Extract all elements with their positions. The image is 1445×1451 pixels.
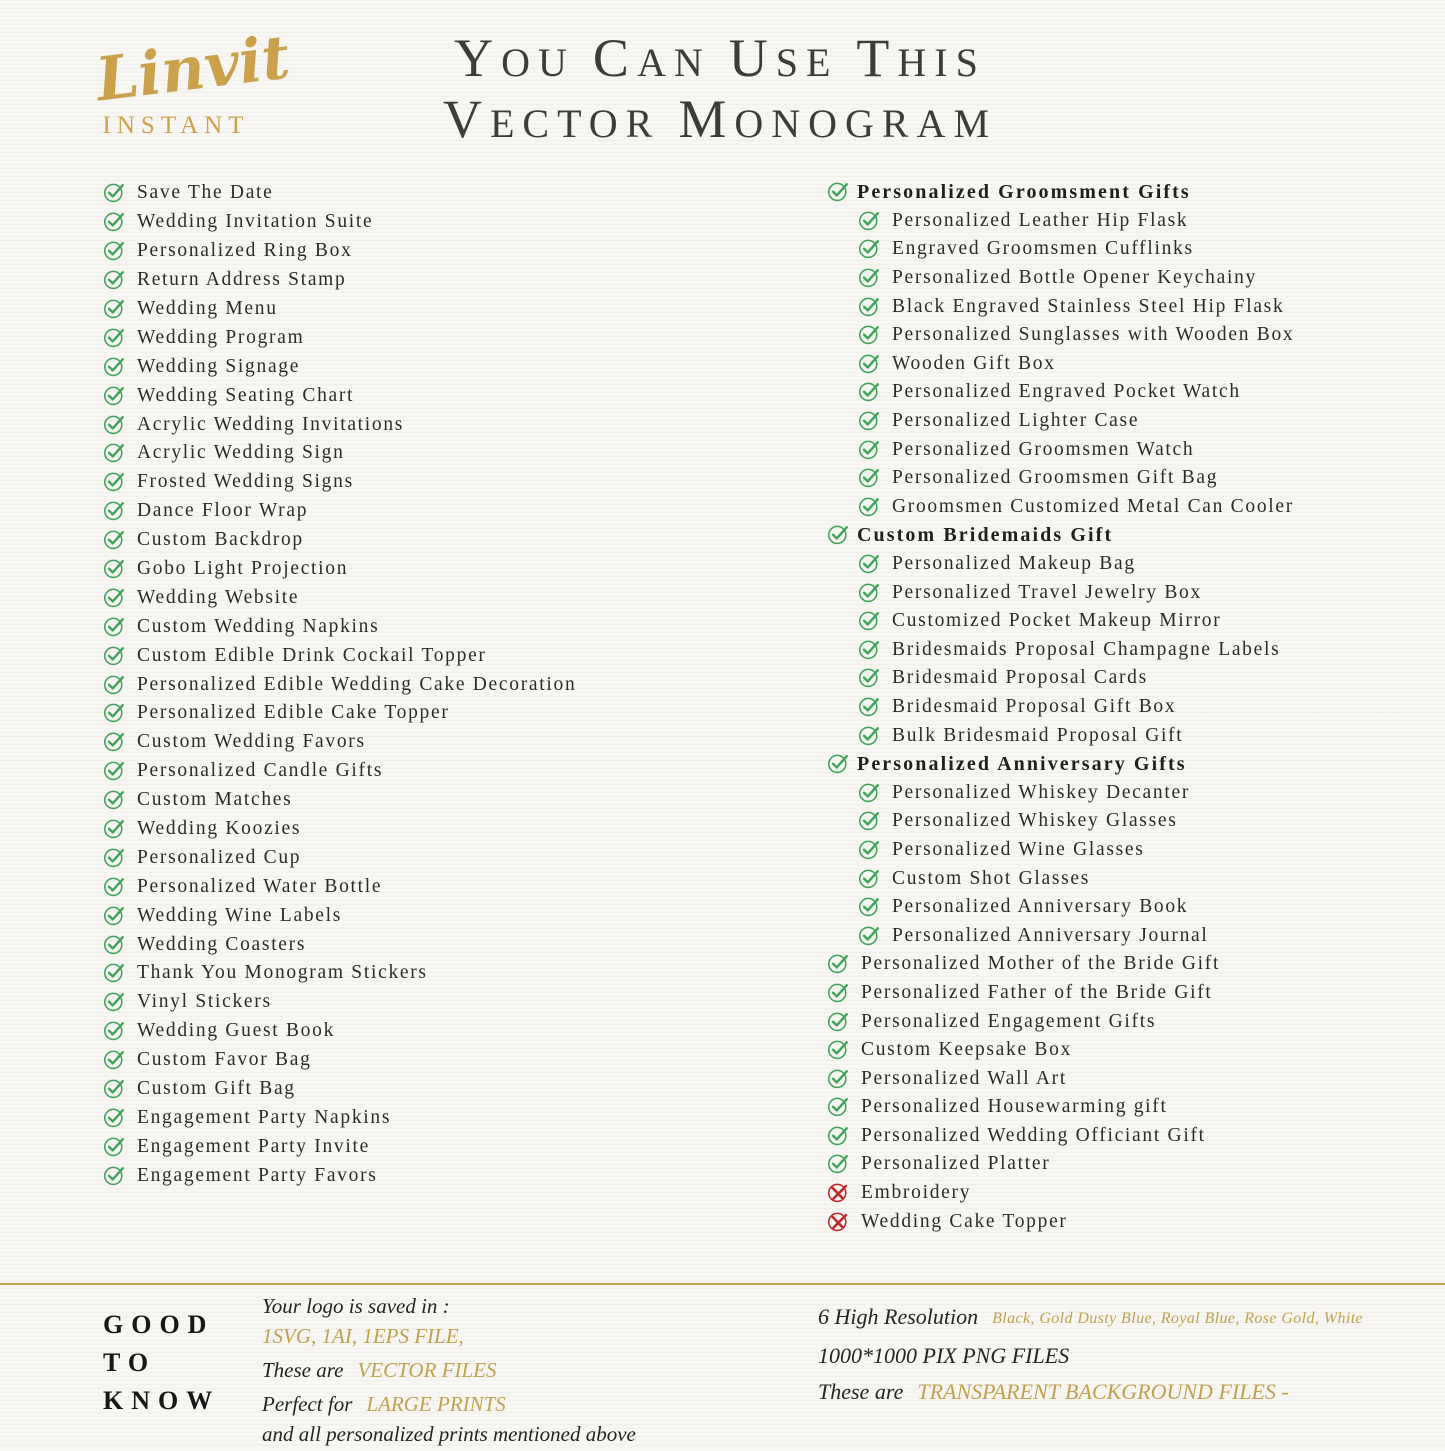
footer-divider: [0, 1283, 1445, 1285]
list-item-label: Personalized Whiskey Decanter: [892, 781, 1191, 803]
check-icon: [858, 666, 880, 688]
check-icon: [827, 952, 849, 974]
list-item-label: Custom Edible Drink Cockail Topper: [137, 644, 487, 666]
check-icon: [103, 586, 125, 608]
list-item-label: Save The Date: [137, 182, 274, 204]
status-icon: [858, 323, 880, 345]
list-item: [103, 208, 576, 237]
list-item: [858, 864, 1294, 893]
list-item: [103, 728, 576, 757]
list-item: [858, 578, 1294, 607]
list-item: [103, 699, 576, 728]
list-item: [858, 407, 1294, 436]
uses-list-right: [827, 178, 1294, 1236]
check-icon: [103, 730, 125, 752]
check-icon: [103, 355, 125, 377]
check-icon: [103, 297, 125, 319]
list-item-label: Personalized Ring Box: [137, 240, 353, 262]
status-icon: [858, 295, 880, 317]
list-item-label: Wedding Coasters: [137, 933, 307, 955]
check-icon: [103, 644, 125, 666]
list-item-label: Personalized Wedding Officiant Gift: [861, 1124, 1206, 1146]
status-icon: [827, 952, 849, 974]
list-item: [103, 583, 576, 612]
list-item-label: Customized Pocket Makeup Mirror: [892, 610, 1222, 632]
list-item: [103, 872, 576, 901]
file-info-segment: Your logo is saved in :: [262, 1294, 450, 1318]
check-icon: [827, 1010, 849, 1032]
status-icon: [858, 352, 880, 374]
status-icon: [827, 1124, 849, 1146]
file-info-segment: VECTOR FILES: [357, 1358, 497, 1382]
list-item: [858, 721, 1294, 750]
check-icon: [103, 933, 125, 955]
check-icon: [103, 1077, 125, 1099]
check-icon: [827, 752, 849, 774]
list-item-label: Return Address Stamp: [137, 269, 347, 291]
list-item: [858, 664, 1294, 693]
title-word: CAN: [592, 28, 711, 88]
status-icon: [827, 752, 849, 774]
list-item-label: Black Engraved Stainless Steel Hip Flask: [892, 295, 1285, 317]
status-icon: [858, 781, 880, 803]
list-item-label: Bridesmaids Proposal Champagne Labels: [892, 638, 1281, 660]
list-item: [827, 1064, 1294, 1093]
list-item: [827, 950, 1294, 979]
status-icon: [858, 666, 880, 688]
check-icon: [103, 1164, 125, 1186]
check-icon: [103, 904, 125, 926]
list-item-label: Personalized Whiskey Glasses: [892, 810, 1178, 832]
list-item: [858, 807, 1294, 836]
list-item-label: Personalized Platter: [861, 1153, 1051, 1175]
title-word: YOU: [454, 28, 575, 88]
list-item: [858, 235, 1294, 264]
check-icon: [103, 673, 125, 695]
file-info-line: [262, 1293, 636, 1320]
file-info-segment: Perfect for: [262, 1392, 353, 1416]
list-item-label: Personalized Anniversary Gifts: [857, 752, 1187, 775]
list-item-label: Wedding Signage: [137, 355, 301, 377]
list-item-label: Custom Bridemaids Gift: [857, 523, 1114, 546]
good-to-know-heading: [103, 1306, 220, 1420]
check-icon: [858, 266, 880, 288]
list-item: [827, 750, 1294, 779]
check-icon: [103, 846, 125, 868]
list-item-label: Personalized Travel Jewelry Box: [892, 581, 1202, 603]
list-item-label: Personalized Anniversary Journal: [892, 924, 1209, 946]
list-item-label: Wedding Invitation Suite: [137, 211, 374, 233]
check-icon: [103, 1019, 125, 1041]
list-item: [827, 1150, 1294, 1179]
status-icon: [858, 409, 880, 431]
check-icon: [103, 181, 125, 203]
file-info-line: [262, 1357, 636, 1384]
list-item-label: Personalized Water Bottle: [137, 875, 383, 897]
status-icon: [858, 237, 880, 259]
check-icon: [103, 961, 125, 983]
list-item: [858, 292, 1294, 321]
title-word: USE: [728, 28, 839, 88]
check-icon: [103, 470, 125, 492]
list-item: [827, 979, 1294, 1008]
good-to-know-line: TO: [103, 1348, 157, 1377]
check-icon: [858, 495, 880, 517]
check-icon: [858, 237, 880, 259]
list-item-label: Custom Wedding Napkins: [137, 615, 380, 637]
list-item: [103, 670, 576, 699]
list-item-label: Personalized Makeup Bag: [892, 553, 1136, 575]
status-icon: [858, 266, 880, 288]
list-item-label: Personalized Edible Cake Topper: [137, 702, 450, 724]
list-item: [858, 207, 1294, 236]
list-item: [858, 264, 1294, 293]
file-info-line: [818, 1342, 1363, 1369]
list-item: [103, 815, 576, 844]
list-item-label: Wedding Menu: [137, 298, 278, 319]
status-icon: [827, 523, 849, 545]
list-item: [858, 636, 1294, 665]
status-icon: [858, 695, 880, 717]
check-icon: [858, 552, 880, 574]
check-icon: [103, 817, 125, 839]
file-info-segment: 6 High Resolution: [818, 1304, 979, 1329]
list-item: [827, 1093, 1294, 1122]
status-icon: [858, 495, 880, 517]
check-icon: [103, 528, 125, 550]
list-item: [858, 693, 1294, 722]
list-item: [858, 921, 1294, 950]
list-item: [858, 435, 1294, 464]
check-icon: [103, 441, 125, 463]
check-icon: [858, 295, 880, 317]
file-info-segment: TRANSPARENT BACKGROUND FILES -: [917, 1379, 1289, 1404]
file-info-segment: These are: [262, 1358, 344, 1382]
list-item-label: Personalized Cup: [137, 846, 302, 868]
status-icon: [858, 581, 880, 603]
check-icon: [103, 210, 125, 232]
list-item-label: Wedding Wine Labels: [137, 904, 343, 926]
list-item-label: Personalized Mother of the Bride Gift: [861, 953, 1221, 975]
file-info-segment: 1SVG, 1AI, 1EPS FILE,: [262, 1324, 464, 1348]
title-word: MONOGRAM: [678, 89, 998, 149]
status-icon: [858, 466, 880, 488]
list-item: [103, 1132, 576, 1161]
check-icon: [103, 326, 125, 348]
status-icon: [827, 1067, 849, 1089]
file-info-line: [262, 1391, 636, 1418]
page-title: [300, 30, 1140, 152]
list-item-label: Personalized Engagement Gifts: [861, 1010, 1157, 1032]
list-item: [103, 526, 576, 555]
list-item-label: Custom Favor Bag: [137, 1049, 312, 1071]
list-item: [103, 612, 576, 641]
list-item: [858, 893, 1294, 922]
list-item-label: Embroidery: [861, 1182, 972, 1204]
status-icon: [858, 867, 880, 889]
list-item-label: Acrylic Wedding Invitations: [137, 413, 405, 435]
status-icon: [827, 1181, 849, 1203]
title-word: VECTOR: [442, 89, 661, 149]
list-item: [827, 1122, 1294, 1151]
list-item-label: Custom Backdrop: [137, 529, 304, 551]
list-item: [103, 352, 576, 381]
check-icon: [103, 701, 125, 723]
list-item-label: Custom Matches: [137, 789, 293, 811]
check-icon: [858, 895, 880, 917]
list-item: [858, 607, 1294, 636]
list-item-label: Personalized Wall Art: [861, 1067, 1067, 1089]
check-icon: [103, 384, 125, 406]
list-item: [103, 555, 576, 584]
status-icon: [827, 1210, 849, 1232]
check-icon: [858, 466, 880, 488]
list-item-label: Custom Wedding Favors: [137, 731, 366, 753]
list-item-label: Personalized Groomsmen Gift Bag: [892, 467, 1219, 489]
check-icon: [103, 1048, 125, 1070]
file-info-line: [262, 1421, 636, 1448]
status-icon: [827, 180, 849, 202]
check-icon: [827, 1067, 849, 1089]
list-item-label: Personalized Engraved Pocket Watch: [892, 381, 1241, 403]
list-item-label: Dance Floor Wrap: [137, 500, 309, 522]
list-item: [858, 350, 1294, 379]
check-icon: [103, 1106, 125, 1128]
cross-icon: [827, 1210, 849, 1232]
check-icon: [858, 581, 880, 603]
list-item-label: Wedding Website: [137, 586, 300, 608]
list-item-label: Custom Gift Bag: [137, 1078, 296, 1100]
check-icon: [858, 438, 880, 460]
check-icon: [858, 838, 880, 860]
check-icon: [103, 875, 125, 897]
status-icon: [827, 1038, 849, 1060]
list-item-label: Personalized Father of the Bride Gift: [861, 981, 1213, 1003]
list-item: [103, 323, 576, 352]
list-item-label: Personalized Groomsmen Watch: [892, 438, 1195, 460]
list-item: [103, 468, 576, 497]
list-item-label: Engagement Party Napkins: [137, 1106, 392, 1128]
status-icon: [858, 924, 880, 946]
list-item: [103, 988, 576, 1017]
list-item: [103, 295, 576, 324]
list-item: [103, 930, 576, 959]
check-icon: [103, 615, 125, 637]
list-item: [827, 521, 1294, 550]
check-icon: [858, 409, 880, 431]
file-info-segment: and all personalized prints mentioned above: [262, 1422, 636, 1446]
list-item: [103, 439, 576, 468]
list-item: [103, 1104, 576, 1133]
check-icon: [827, 180, 849, 202]
uses-list-left: [103, 179, 576, 1190]
list-item-label: Wedding Guest Book: [137, 1020, 336, 1042]
list-item-label: Bridesmaid Proposal Cards: [892, 667, 1148, 689]
check-icon: [858, 323, 880, 345]
list-item: [858, 493, 1294, 522]
list-item-label: Engraved Groomsmen Cufflinks: [892, 238, 1194, 260]
list-item-label: Groomsmen Customized Metal Can Cooler: [892, 495, 1294, 517]
check-icon: [103, 268, 125, 290]
list-item-label: Personalized Sunglasses with Wooden Box: [892, 324, 1295, 346]
list-item: [103, 1046, 576, 1075]
status-icon: [858, 209, 880, 231]
list-item: [103, 1017, 576, 1046]
check-icon: [827, 1038, 849, 1060]
status-icon: [858, 895, 880, 917]
file-info-line: [818, 1378, 1363, 1405]
check-icon: [827, 1095, 849, 1117]
list-item-label: Wedding Seating Chart: [137, 384, 355, 406]
status-icon: [858, 638, 880, 660]
good-to-know-line: GOOD: [103, 1310, 215, 1339]
check-icon: [827, 523, 849, 545]
list-item: [103, 757, 576, 786]
list-item-label: Wedding Cake Topper: [861, 1210, 1068, 1232]
list-item: [858, 836, 1294, 865]
list-item: [103, 641, 576, 670]
list-item: [103, 381, 576, 410]
file-info-segment: LARGE PRINTS: [366, 1392, 506, 1416]
page-title-line2: [300, 91, 1140, 152]
check-icon: [858, 724, 880, 746]
brand-logo: [92, 22, 294, 140]
check-icon: [858, 924, 880, 946]
list-item: [827, 1036, 1294, 1065]
check-icon: [858, 638, 880, 660]
list-item-label: Engagement Party Invite: [137, 1135, 370, 1157]
brand-logo-script: Linvit: [92, 22, 294, 116]
list-item-label: Wooden Gift Box: [892, 352, 1056, 374]
status-icon: [858, 438, 880, 460]
status-icon: [827, 1152, 849, 1174]
status-icon: [827, 1095, 849, 1117]
list-item-label: Personalized Edible Wedding Cake Decoration: [137, 673, 577, 695]
list-item: [103, 179, 576, 208]
list-item: [827, 178, 1294, 207]
list-item-label: Personalized Lighter Case: [892, 410, 1140, 432]
file-info-line: [262, 1323, 636, 1350]
check-icon: [858, 209, 880, 231]
good-to-know-line: KNOW: [103, 1386, 221, 1415]
file-info-png: [818, 1303, 1363, 1414]
list-item: [103, 786, 576, 815]
check-icon: [103, 239, 125, 261]
list-item: [103, 266, 576, 295]
check-icon: [103, 499, 125, 521]
list-item: [103, 901, 576, 930]
list-item: [858, 464, 1294, 493]
list-item-label: Bulk Bridesmaid Proposal Gift: [892, 724, 1184, 746]
list-item-label: Custom Keepsake Box: [861, 1039, 1073, 1061]
file-info-segment: Black, Gold Dusty Blue, Royal Blue, Rose Gold, White: [992, 1310, 1364, 1327]
file-info-segment: 1000*1000 PIX PNG FILES: [818, 1343, 1070, 1368]
status-icon: [827, 981, 849, 1003]
list-item-label: Personalized Anniversary Book: [892, 896, 1189, 918]
list-item: [827, 1007, 1294, 1036]
cross-icon: [827, 1181, 849, 1203]
check-icon: [103, 413, 125, 435]
list-item: [103, 237, 576, 266]
list-item-label: Gobo Light Projection: [137, 558, 349, 580]
list-item: [827, 1179, 1294, 1208]
list-item-label: Thank You Monogram Stickers: [137, 962, 428, 984]
list-item-label: Personalized Bottle Opener Keychainy: [892, 267, 1257, 289]
status-icon: [827, 1010, 849, 1032]
title-word: THIS: [856, 28, 986, 88]
list-item: [858, 321, 1294, 350]
check-icon: [858, 609, 880, 631]
file-info-segment: These are: [818, 1379, 904, 1404]
list-item-label: Personalized Wine Glasses: [892, 838, 1145, 860]
brand-logo-subtitle: INSTANT: [102, 112, 250, 139]
file-info-vector: [262, 1293, 636, 1451]
list-item-label: Wedding Program: [137, 326, 305, 348]
list-item: [103, 959, 576, 988]
list-item: [103, 410, 576, 439]
list-item: [858, 550, 1294, 579]
list-item-label: Frosted Wedding Signs: [137, 471, 354, 493]
check-icon: [858, 867, 880, 889]
list-item-label: Engagement Party Favors: [137, 1164, 378, 1186]
list-item: [827, 1207, 1294, 1236]
list-item-label: Personalized Candle Gifts: [137, 760, 384, 782]
list-item: [103, 1161, 576, 1190]
list-item-label: Personalized Housewarming gift: [861, 1096, 1168, 1118]
check-icon: [827, 1152, 849, 1174]
list-item-label: Acrylic Wedding Sign: [137, 442, 345, 464]
list-item: [103, 1075, 576, 1104]
check-icon: [858, 695, 880, 717]
page-title-line1: [300, 30, 1140, 91]
status-icon: [858, 809, 880, 831]
list-item: [858, 378, 1294, 407]
check-icon: [827, 981, 849, 1003]
list-item-label: Personalized Leather Hip Flask: [892, 209, 1189, 231]
check-icon: [827, 1124, 849, 1146]
check-icon: [858, 781, 880, 803]
list-item: [103, 843, 576, 872]
status-icon: [858, 724, 880, 746]
status-icon: [858, 552, 880, 574]
list-item-label: Personalized Groomsment Gifts: [857, 180, 1191, 203]
check-icon: [103, 1135, 125, 1157]
check-icon: [103, 759, 125, 781]
check-icon: [858, 352, 880, 374]
check-icon: [858, 809, 880, 831]
status-icon: [858, 380, 880, 402]
file-info-line: [818, 1303, 1363, 1333]
list-item: [103, 497, 576, 526]
list-item-label: Bridesmaid Proposal Gift Box: [892, 695, 1177, 717]
list-item: [858, 778, 1294, 807]
check-icon: [103, 557, 125, 579]
status-icon: [858, 838, 880, 860]
status-icon: [858, 609, 880, 631]
check-icon: [103, 788, 125, 810]
list-item-label: Vinyl Stickers: [137, 991, 272, 1013]
list-item-label: Wedding Koozies: [137, 818, 302, 840]
check-icon: [858, 380, 880, 402]
check-icon: [103, 990, 125, 1012]
list-item-label: Custom Shot Glasses: [892, 867, 1091, 889]
